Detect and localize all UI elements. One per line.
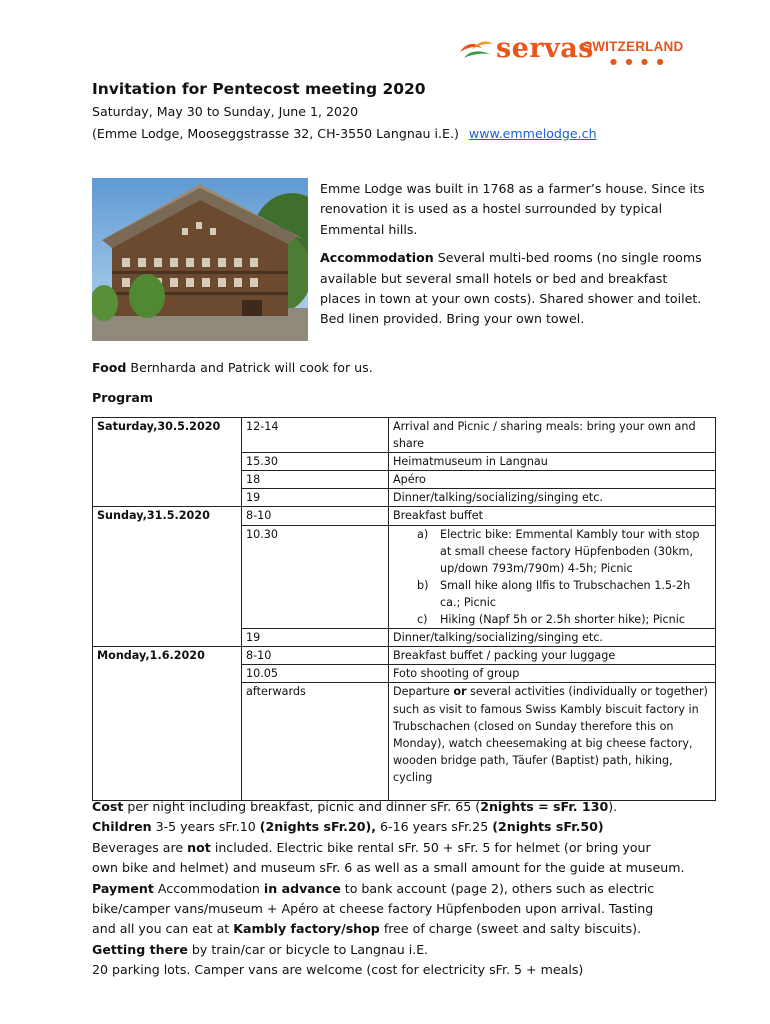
kambly-shop: Kambly factory/shop [233,921,380,937]
activity-cell: Apéro [389,471,716,489]
option-text: Electric bike: Emmental Kambly tour with stop at small cheese factory Hüpfenboden (30km, up/down 793m/790m) 4-5h; Picnic [440,527,700,575]
activity-cell: Arrival and Picnic / sharing meals: bring your own and share [389,418,716,453]
option-marker: b) [417,578,429,592]
payment-text: and all you can eat at [92,921,234,937]
emme-lodge-photo [92,178,308,341]
beverages-text: included. Electric bike rental sFr. 50 + sFr. 5 for helmet (or bring your [210,839,651,855]
children-total: (2nights sFr.20), [259,819,377,835]
activity-or: or [453,685,467,699]
lodge-description [320,179,705,338]
getting-there-text: by train/car or bicycle to Langnau i.E. [187,941,429,957]
program-heading: Program [92,390,153,405]
payment-line-2: bike/camper vans/museum + Apéro at cheese factory Hüpfenboden upon arrival. Tasting [92,901,654,917]
table-row [93,647,716,665]
activity-cell [389,525,716,629]
activity-text: Departure [393,685,454,699]
option-text: Hiking (Napf 5h or 2.5h shorter hike); Picnic [440,613,685,627]
children-text: 3-5 years sFr.10 [151,819,260,835]
program-table [92,417,716,801]
venue-line [92,126,597,142]
time-cell: 19 [242,489,389,507]
payment-label: Payment [92,880,154,896]
activity-cell: Dinner/talking/socializing/singing etc. [389,629,716,647]
time-cell: 19 [242,629,389,647]
day-sunday: Sunday,31.5.2020 [93,507,242,647]
activity-cell [389,683,716,801]
activity-cell: Foto shooting of group [389,665,716,683]
day-saturday: Saturday,30.5.2020 [93,418,242,507]
time-cell: 15.30 [242,453,389,471]
time-cell: afterwards [242,683,389,801]
logo-dots: ● ● ● ● [610,57,667,66]
payment-text: Accommodation [153,880,264,896]
intro-paragraph: Emme Lodge was built in 1768 as a farmer’s house. Since its renovation it is used as a hostel surrounded by typical Emmental hills. [320,181,705,237]
table-row [93,507,716,525]
food-text: Bernharda and Patrick will cook for us. [126,360,373,375]
cost-total: 2nights = sFr. 130 [480,799,609,814]
event-dates: Saturday, May 30 to Sunday, June 1, 2020 [92,104,359,119]
list-item [393,577,711,611]
food-label: Food [92,360,127,375]
getting-there-label: Getting there [92,941,188,957]
activity-cell: Dinner/talking/socializing/singing etc. [389,489,716,507]
option-marker: a) [417,527,429,541]
venue-address: (Emme Lodge, Mooseggstrasse 32, CH-3550 Langnau i.E.) [92,126,459,141]
activity-options-list [393,526,711,629]
time-cell: 18 [242,471,389,489]
activity-cell: Heimatmuseum in Langnau [389,453,716,471]
time-cell: 8-10 [242,647,389,665]
list-item [393,526,711,577]
cost-label: Cost [92,799,124,814]
bird-logo-icon [458,38,494,62]
children-text: 6-16 years sFr.25 [376,819,493,835]
logo-brand-text: servas [496,33,594,64]
children-line [92,817,712,837]
cost-text: per night including breakfast, picnic and dinner sFr. 65 ( [123,799,481,814]
beverages-text: Beverages are [92,839,188,855]
activity-text: several activities (individually or together) such as visit to famous Swiss Kambly biscuit factory in Trubschachen (closed on Sunday therefore this on Monday), watch cheesemaking at big cheese factory, wooden bridge path, Täufer (Baptist) path, hiking, cycling [393,685,708,784]
children-label: Children [92,819,152,835]
details-section [92,797,712,981]
time-cell: 12-14 [242,418,389,453]
cost-end: ). [608,799,618,814]
venue-website-link[interactable]: www.emmelodge.ch [468,126,597,141]
payment-advance: in advance [263,880,341,896]
time-cell: 10.30 [242,525,389,629]
beverages-not: not [187,839,211,855]
page-title: Invitation for Pentecost meeting 2020 [92,80,426,98]
option-text: Small hike along Ilfis to Trubschachen 1.5-2h ca.; Picnic [440,578,691,609]
cost-line [92,797,712,817]
accommodation-paragraph [320,248,705,330]
table-row [93,418,716,453]
day-monday: Monday,1.6.2020 [93,647,242,801]
time-cell: 10.05 [242,665,389,683]
list-item [393,611,711,628]
payment-line-3 [92,919,712,939]
activity-cell: Breakfast buffet / packing your luggage [389,647,716,665]
getting-there-line [92,940,712,960]
food-line [92,360,373,375]
beverages-line [92,838,712,858]
activity-cell: Breakfast buffet [389,507,716,525]
option-marker: c) [417,613,428,627]
time-cell: 8-10 [242,507,389,525]
parking-line: 20 parking lots. Camper vans are welcome (cost for electricity sFr. 5 + meals) [92,962,584,978]
children-total: (2nights sFr.50) [492,819,604,835]
accommodation-label: Accommodation [320,250,434,266]
payment-text: to bank account (page 2), others such as electric [340,880,655,896]
accommodation-text: Several multi-bed rooms (no single rooms available but several small hotels or bed and breakfast places in town at your own costs). Shared shower and toilet. Bed linen provided. Bring your own towel. [320,250,702,327]
servas-logo [458,33,684,68]
payment-text: free of charge (sweet and salty biscuits). [379,921,642,937]
payment-line [92,879,712,899]
logo-country-text: SWITZERLAND [583,39,684,54]
beverages-line-2: own bike and helmet) and museum sFr. 6 as well as a small amount for the guide at museum. [92,860,685,876]
